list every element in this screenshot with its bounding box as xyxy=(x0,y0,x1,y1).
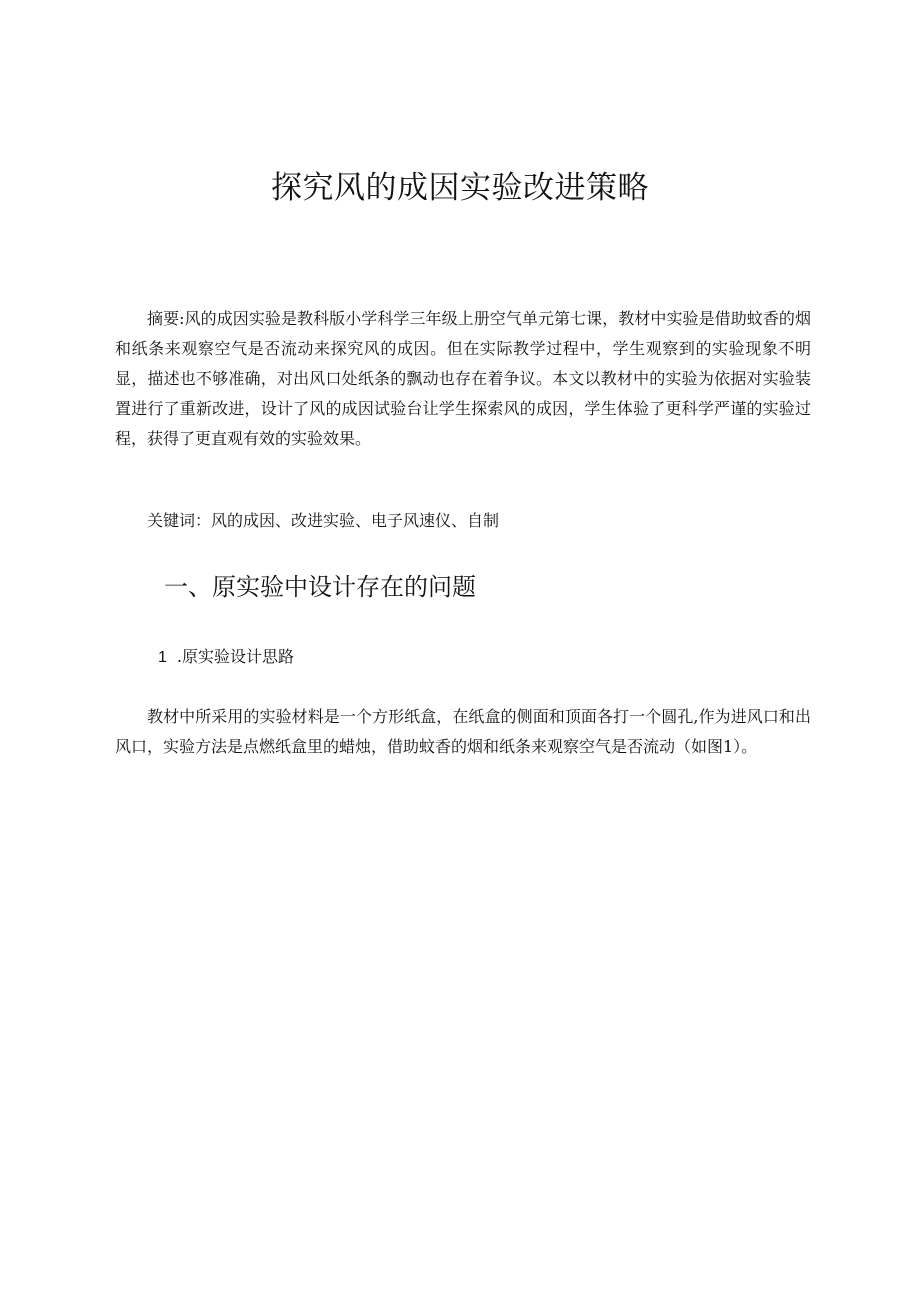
abstract-paragraph xyxy=(115,304,811,454)
subsection-title-text: .原实验设计思路 xyxy=(176,647,294,666)
document-title: 探究风的成因实验改进策略 xyxy=(271,170,649,206)
keywords-text: 风的成因、改进实验、电子风速仪、自制 xyxy=(211,511,500,530)
subsection-heading xyxy=(158,643,294,672)
abstract-label: 摘要: xyxy=(147,309,185,328)
keywords-label: 关键词： xyxy=(147,511,212,530)
section-heading: 一、原实验中设计存在的问题 xyxy=(164,573,476,601)
keywords-paragraph xyxy=(115,506,811,536)
subsection-number: 1 xyxy=(158,649,167,666)
body-paragraph: 教材中所采用的实验材料是一个方形纸盒，在纸盒的侧面和顶面各打一个圆孔,作为进风口和出风口，实验方法是点燃纸盒里的蜡烛，借助蚊香的烟和纸条来观察空气是否流动（如图1）。 xyxy=(115,707,811,756)
abstract-text: 风的成因实验是教科版小学科学三年级上册空气单元第七课，教材中实验是借助蚊香的烟和纸条来观察空气是否流动来探究风的成因。但在实际教学过程中，学生观察到的实验现象不明显，描述也不够准确，对出风口处纸条的飘动也存在着争议。本文以教材中的实验为依据对实验装置进行了重新改进，设计了风的成因试验台让学生探索风的成因，学生体验了更科学严谨的实验过程，获得了更直观有效的实验效果。 xyxy=(115,309,811,448)
